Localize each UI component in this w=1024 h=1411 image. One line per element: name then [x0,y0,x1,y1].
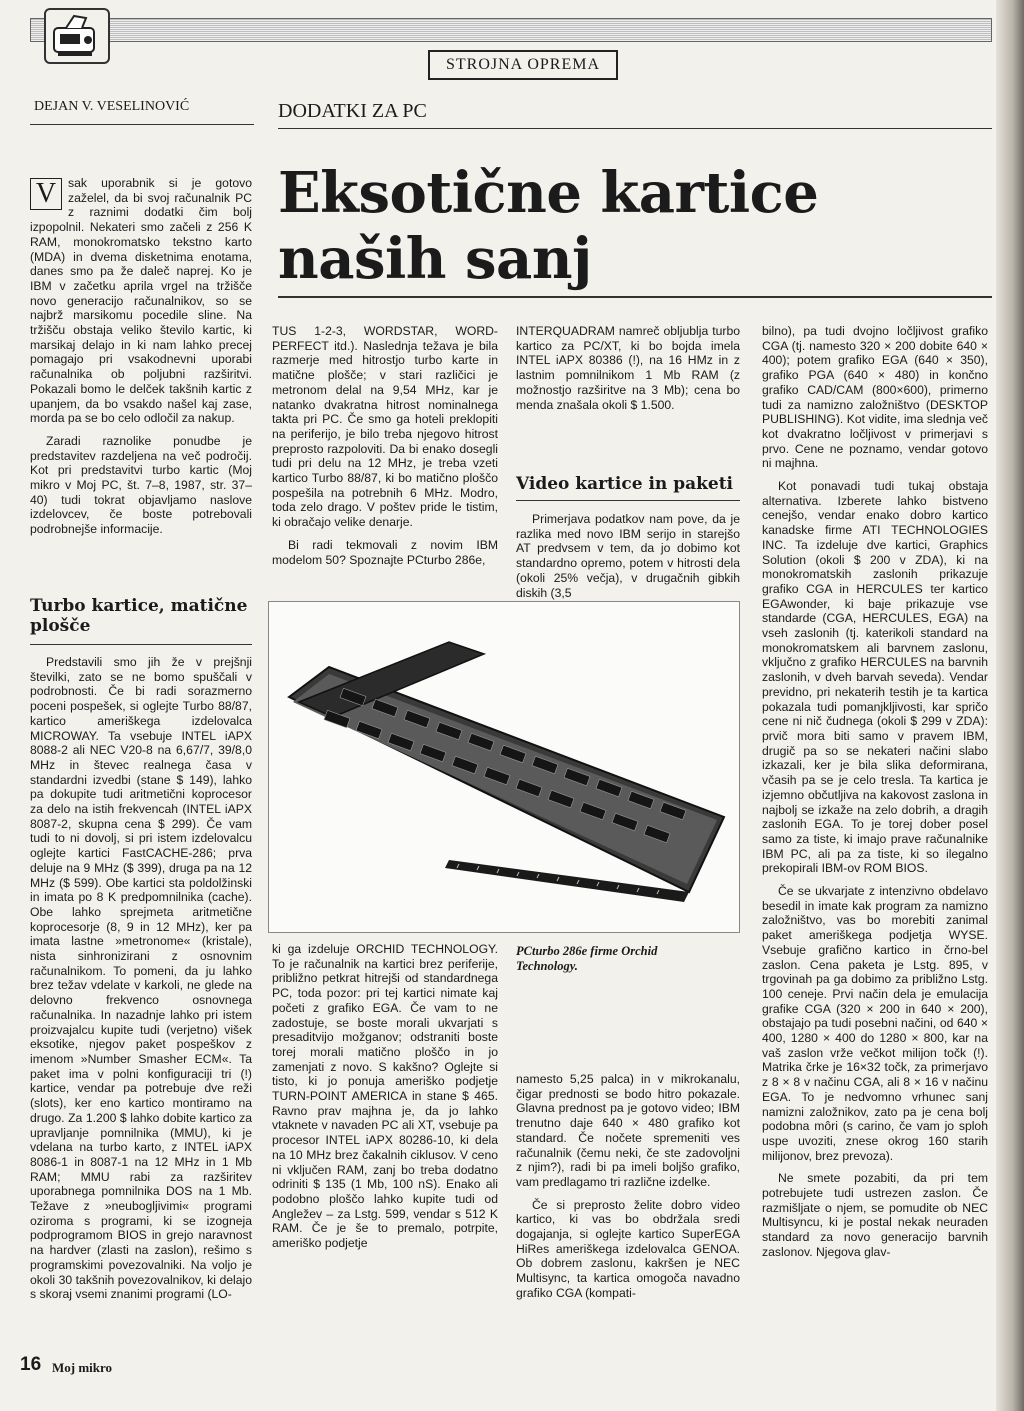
hardware-icon [46,10,108,62]
subheading-turbo: Turbo kartice, matične plošče [30,596,248,636]
page-number: 16 [20,1354,42,1375]
section-logo [44,8,110,64]
paragraph: Ne smete pozabiti, da pri tem potrebujete tudi ustrezen zaslon. Če razmišljate o njem, se pomudite ob NEC Multisyncu, ki je postal nekak neuraden standard za novo generacijo barvnih zaslonov. Njegova glav- [762,1171,988,1259]
intro-paragraph [30,176,252,426]
column-3 [516,324,740,420]
product-photo [268,601,740,933]
author-divider [30,124,254,125]
column-1 [30,176,252,545]
paragraph: TUS 1-2-3, WORDSTAR, WORD-PERFECT itd.). Naslednja težava je bila razmerje med hitrostjo turbo karte in matične plošče; v stari različici je metronom delal na 9,54 MHz, kar je natanko dvakratna hitrost nominalnega takta pri PC. Če smo ga hoteli preklopiti na periferijo, je bilo treba njegovo hitrost preprosto razpoloviti. Da bi enako dosegli tudi pri delu na 12 MHz, je treba vzeti kartico Turbo 88/87, ki bo matično ploščo pospešila na potrebnih 6 MHz. Modro, toda zelo drago. V poštev pride le tistim, ki obračajo velike denarje. [272,324,498,530]
paragraph: Bi radi tekmovali z novim IBM modelom 50? Spoznajte PCturbo 286e, [272,537,498,567]
subhead-block-turbo [30,596,252,645]
paragraph: bilno), pa tudi dvojno ločljivost grafiko CGA (tj. namesto 320 × 200 dobite 640 × 400); potem grafiko EGA (640 × 350), grafiko PGA (640 × 480) in končno grafiko CAD/CAM (800×600), primerno tudi za namizno založništvo (DESKTOP PUBLISHING). Kot vidite, ima slednja več kot dvakratno ločljivost v primerjavi s prvo. Cene ne poznamo, vendar gotovo ni majhna. [762,324,988,471]
article-rubric: DODATKI ZA PC [278,100,427,122]
column-3-upper [516,512,740,608]
binding-spine-shadow [996,0,1024,1411]
paragraph: Če si preprosto želite dobro video kartico, ki vas bo obdržala sredi dogajanja, si oglejte kartico SuperEGA HiRes ameriškega izdelovalca GENOA. Ob dobrem zaslonu, kakršen je NEC Multisync, ta kartica omogoča navadno grafiko CGA (kompati- [516,1197,740,1300]
article-headline: Eksotične kartice naših sanj [278,160,819,292]
paragraph: Kot ponavadi tudi tukaj obstaja alternativa. Izberete lahko bistveno cenejšo, vendar enako dobro kartico kanadske firme ATI TECHNOLOGIES INC. Ta izdeluje dve kartici, Graphics Solution (okoli $ 200 v ZDA), ki na monokromatskih zaslonih prikazuje grafiko CGA in HERCULES ter kartico EGAwonder, ki baje prikazuje vse standarde (CGA, HERCULES, EGA) na vseh zaslonih (tj. katerikoli standard na monokromatskem ali barvnem zaslonu, vključno z grafiko HERCULES na barvnih zaslonih, v dveh barvah seveda). Vendar previdno, pri nekaterih testih je ta kartica pokazala tudi pomanjkljivosti, kar spričo cene ni nič čudnega (okoli $ 299 v ZDA): prvič mora biti samo v pravem IBM, drugič pa so se nekateri načini slabo izkazali, ker je bila slika deformirana, včasih pa se je celo tresla. Ta kartica je izjemno občutljiva na kakovost zaslona in najbolj se izkaže na zelo dobrih, a dragih zaslonih EGA. To je torej dober posel samo za tiste, ki imajo prave računalnike IBM PC, ali pa za tiste, ki so ilegalno prekopirali IBM-ov ROM BIOS. [762,479,988,876]
subhead-divider [516,500,740,501]
section-label: STROJNA OPREMA [428,50,618,80]
paragraph: Primerjava podatkov nam pove, da je razlika med novo IBM serijo in starejšo AT predvsem v tem, da jo dobimo kot standardno opremo, potem v hitrosti dela (okoli 25% večja), v drugačnih gibkih diskih (3,5 [516,512,740,600]
paragraph: INTERQUADRAM namreč obljublja turbo kartico za PC/XT, ki bo bojda imela INTEL iAPX 80386 (!), na 16 HMz in z lastnim pomnilnikom 1 Mb RAM (z možnostjo razširitve na 3 Mb); cena bo menda znašala okoli $ 1.500. [516,324,740,412]
header-banner [30,18,992,42]
subhead-divider [30,644,252,645]
column-2-lower [272,942,498,1259]
drop-cap: V [30,178,62,210]
rubric-divider [278,128,992,129]
paragraph: Če se ukvarjate z intenzivno obdelavo besedil in imate kak program za namizno založništvo, vas bo morebiti zanimal paket ameriškega podjetja WYSE. Vsebuje grafično kartico in črno-bel zaslon. Cena paketa je Lstg. 895, v trgovinah pa ga dobimo za približno Lstg. 100 ceneje. Prvi način dela je emulacija grafike CGA (320 × 200 in 640 × 200), obstajajo pa tudi posebni načini, od 640 × 400, 1280 × 400 do 1280 × 800, kar na vaš zaslon vrže večkot milijon točk (!). Matrika črke je 16×32 točk, za primerjavo z 8 × 8 v načinu CGA, ali 8 × 16 v načinu EGA. To je nedvomno vrhunec sanj namizni založnikov, zato pa je cena bolj podobna môri (s carino, če vam jo sploh uspe uvoziti, znese okrog 160 starih milijonov, brez prevoza). [762,884,988,1163]
column-2 [272,324,498,575]
paragraph: namesto 5,25 palca) in v mikrokanalu, čigar prednosti se bodo hitro pokazale. Glavna prednost pa je gotovo video; IBM trenutno daje 640 × 480 grafiko kot standard. Če nočete spremeniti ves računalnik (čemu neki, če ste zadovoljni z njim?), radi bi pa imeli boljšo grafiko, vam predlagamo tri različne izdelke. [516,1072,740,1189]
column-3-lower [516,1072,740,1309]
author-name: DEJAN V. VESELINOVIĆ [34,99,190,114]
paragraph: Zaradi raznolike ponudbe je predstavitev razdeljena na več področij. Kot pri predstavitvi turbo kartic (Moj mikro v Moj PC, št. 7–8, 1987, str. 37–40) tudi tokrat objavljamo naslove izdelovcev, če boste potrebovali podrobnejše informacije. [30,433,252,537]
intro-text: sak uporabnik si je gotovo zaželel, da bi svoj računalnik PC z raznimi dodatki čim bolj izpopolnil. Nekateri smo začeli z 256 K RAM, monokromatsko tekstno karto (MDA) in dvema disketnima enotama, danes smo pa že daleč naprej. Ko je IBM v začetku aprila vrgel na tržišče novo generacijo računalnikov, so se najbrž marsikomu pocedile sline. Na tržišču obstaja veliko število kartic, ki marsikaj delajo in ki nam lahko precej pomagajo pri vsakodnevni uporabi računalnika ob poljubni razširitvi. Pokazali bomo le delček takšnih kartic z upanjem, da bo vsakdo našel kaj zase, morda pa se bo celo odločil za nakup. [30,176,252,426]
paragraph: ki ga izdeluje ORCHID TECHNOLOGY. To je računalnik na kartici brez periferije, približno petkrat hitrejši od standardnega PC, toda pozor: pri tej kartici nimate kaj početi z grafiko EGA. Če vam to ne zadostuje, se boste morali ukvarjati s presaditvijo možganov; odstraniti boste torej morali matično ploščo in jo zamenjati z novo. S kakšno? Oglejte si tisto, ki jo ponuja ameriško podjetje TURN-POINT AMERICA in stane $ 465. Ravno prav majhna je, da jo lahko vtaknete v navaden PC ali XT, vsebuje pa procesor INTEL iAPX 80286-10, ki dela na 10 MHz brez čakalnih ciklusov. V ceno ni vključen RAM, zanj bo treba dodatno odriniti $ 135 (1 Mb, 100 nS). Enako ali podobno ploščo lahko kupite tudi od Angležev – za Lstg. 599, vendar s 512 K RAM. Če je še to premalo, potrpite, ameriško podjetje [272,942,498,1251]
headline-divider [278,296,992,298]
magazine-name: Moj mikro [52,1360,113,1375]
paragraph: Predstavili smo jih že v prejšnji številki, zato se ne bomo spuščali v podrobnosti. Če bi radi sorazmerno poceni pospešek, si oglejte Turbo 88/87, kartico ameriškega izdelovalca MICROWAY. Ta vsebuje INTEL iAPX 8088-2 ali NEC V20-8 na 6,67/7, 39/8,0 MHz in števec realnega časa v standardni izvedbi (stane $ 149), lahko pa dokupite tudi aritmetični koprocesor za delo na istih frekvencah (INTEL iAPX 8087-2, skupna cena $ 299). Če vam tudi to ni dovolj, si pri istem izdelovalcu oglejte kartici FastCACHE-286; prva deluje na 9 MHz ($ 399), druga pa na 12 MHz ($ 599). Obe kartici sta poldolžinski in imata po 8 K predpomnilnika (cache). Obe lahko sprejmeta aritmetične koprocesorje (8, 9 in 12 MHz), ker pa imata lastne »metronome« (kristale), nista sinhronizirani z osnovnim računalnikom. To pomeni, da ju lahko brez težav vdelate v karkoli, ne glede na delovno frekvenco osnovnega računalnika. In nazadnje lahko pri istem proizvajalcu kupite tudi (verjetno) višek eksotike, njegov paket pospeškov z imenom »Number Smasher ECM«. Ta paket ima v polni konfiguraciji tri (!) kartice, vendar pa potrebuje dve reži (slots), ker eno kartico montiramo na drugo. Za 1.200 $ lahko dobite kartico za upravljanje pomnilnika (MMU), ki je vdelana na turbo karto, z INTEL iAPX 8086-1 in 8087-1 na 12 MHz in 1 Mb RAM; MMU rabi za razširitev uporabnega pomnilnika DOS na 1 Mb. Težave z »neubogljivimi« programi oziroma s programi, ki se izogneja podprogramom BIOS in grejo naravnost na hardver (zlasti na zaslon), rešimo s programskimi povezovalniki. Na voljo je okoli 30 takšnih povezovalnikov, ki delajo s skoraj vsemi znanimi programi (LO- [30,655,252,1302]
column-4 [762,324,988,1268]
expansion-card-image [269,602,739,932]
subhead-block-video [516,474,740,501]
column-1-cont [30,655,252,1310]
subheading-video: Video kartice in paketi [516,474,733,494]
photo-caption: PCturbo 286e firme Orchid Technology. [516,944,658,973]
